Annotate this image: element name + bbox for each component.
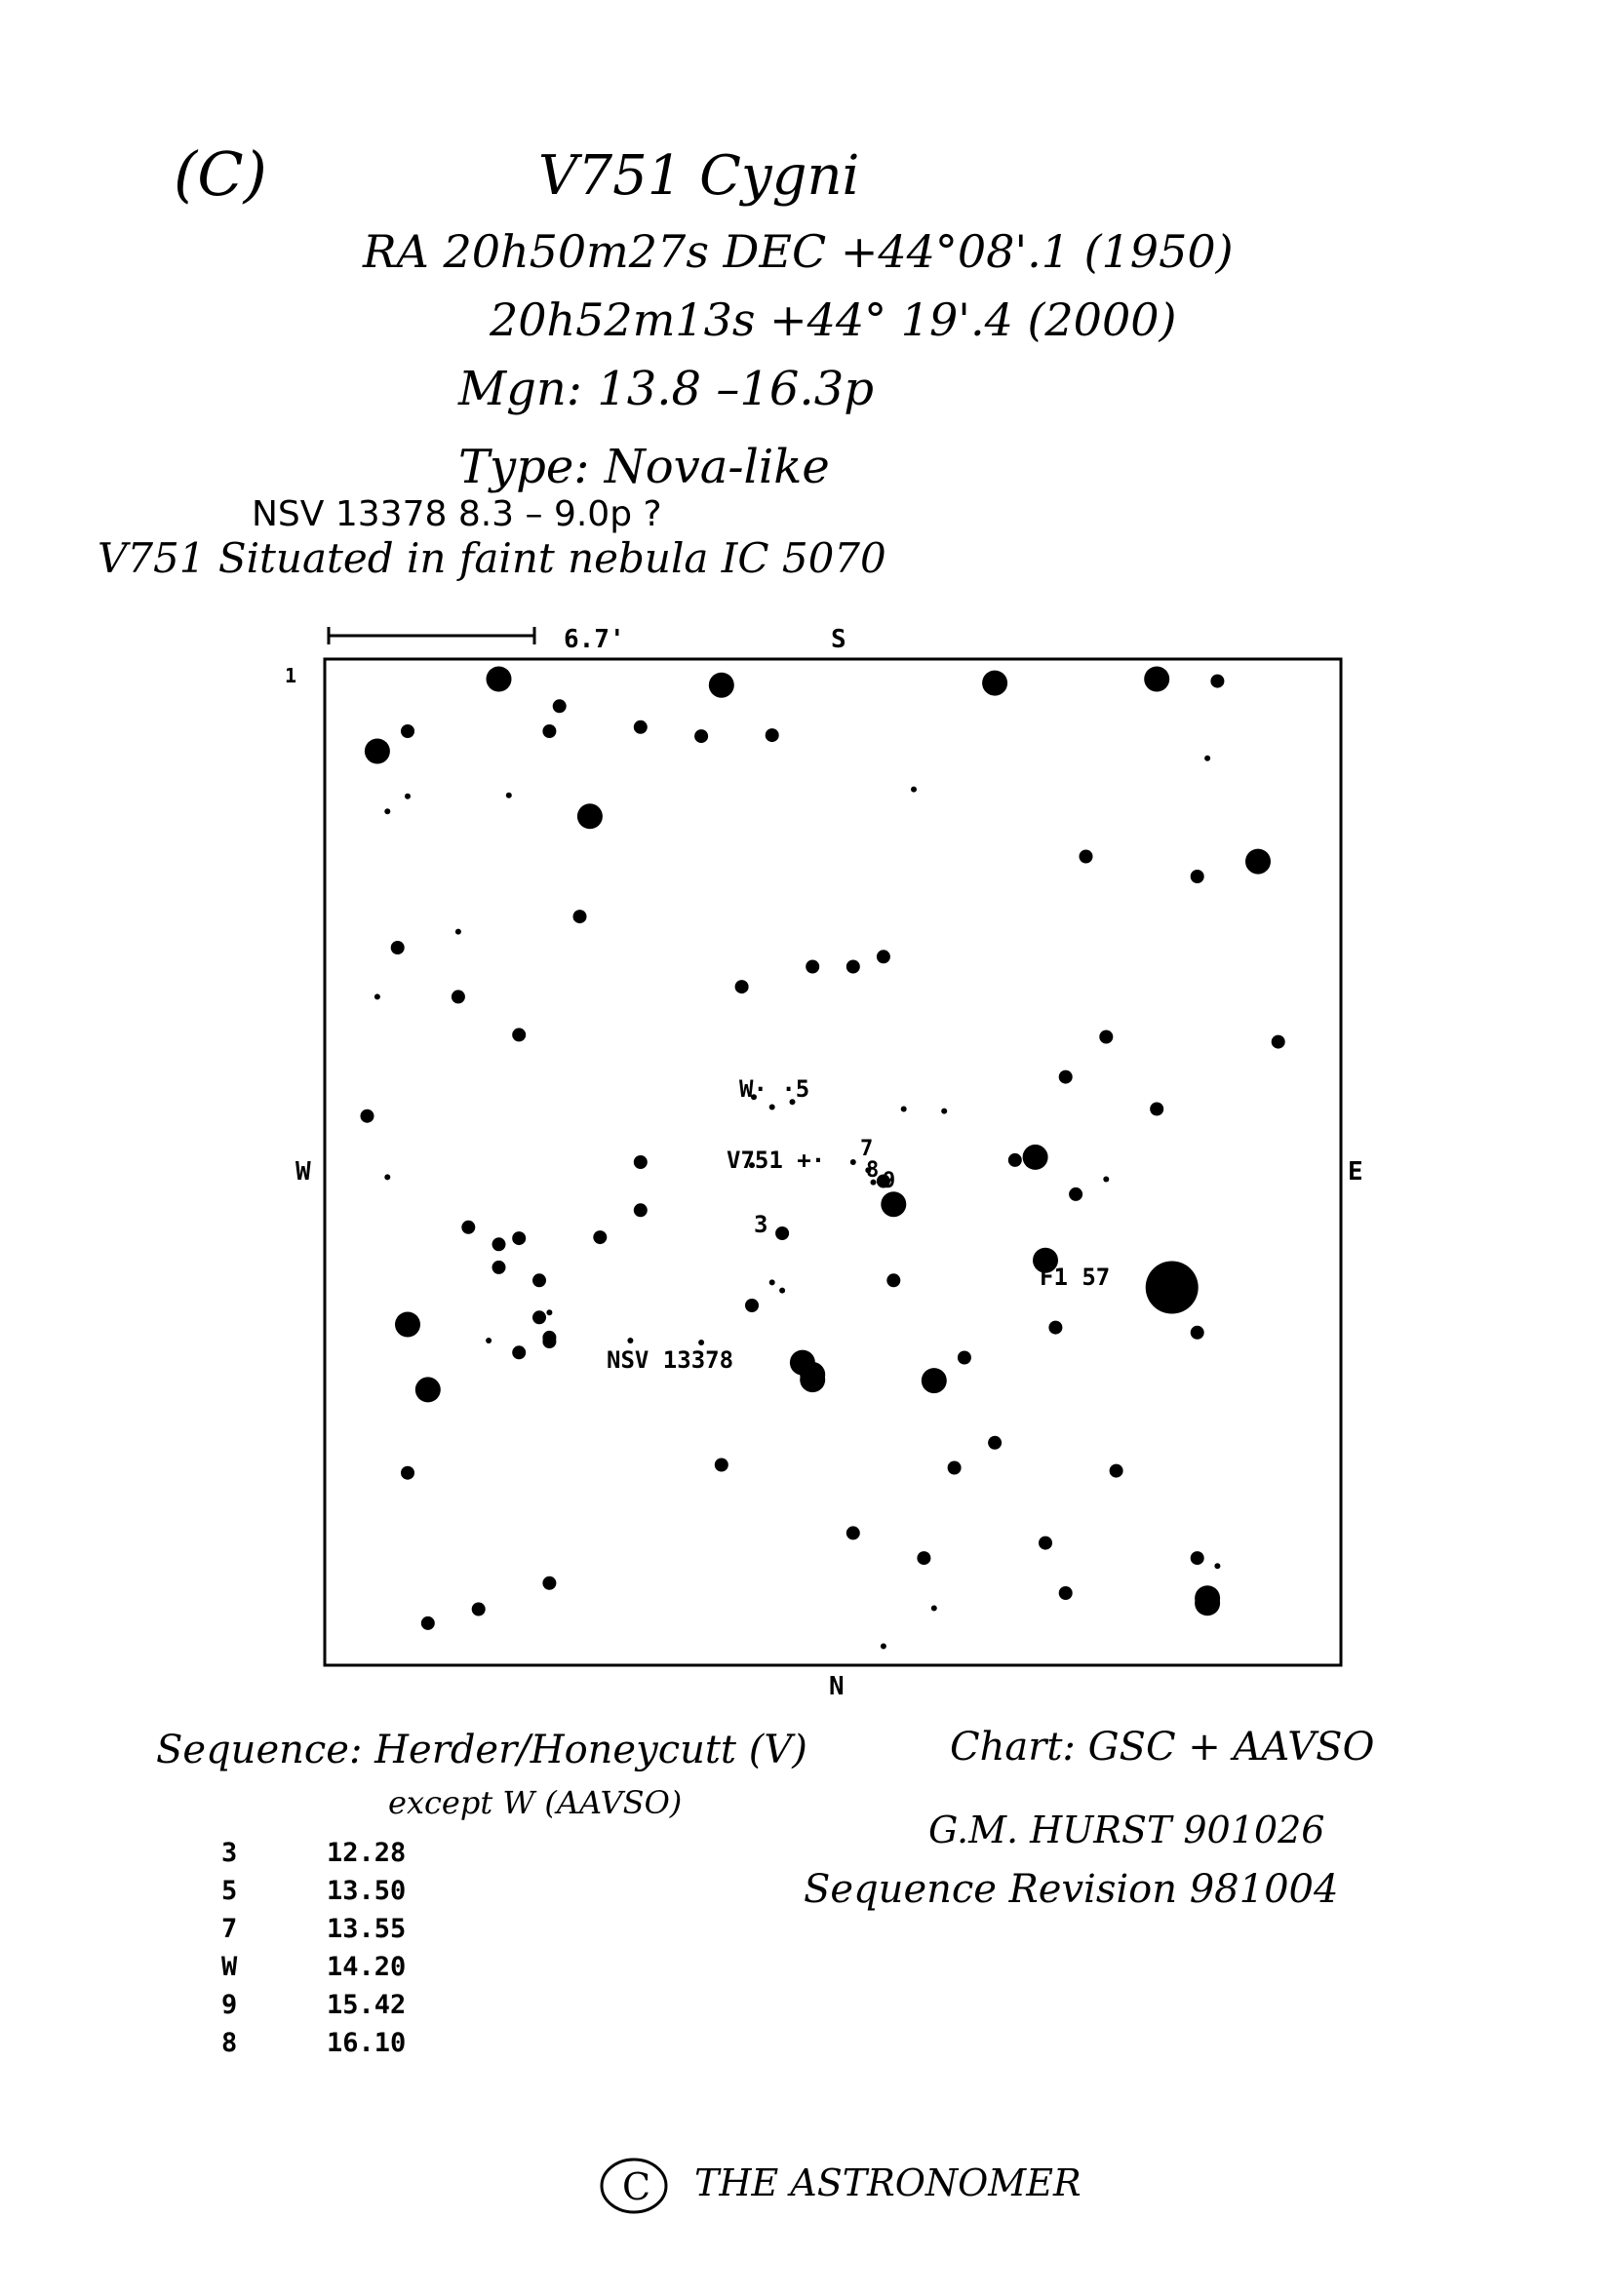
labelled-stars-layer xyxy=(751,1094,1199,1392)
label-fi57: F1 57 xyxy=(1040,1264,1111,1291)
label-seq-3: 3 xyxy=(754,1211,768,1238)
star xyxy=(472,1603,486,1616)
sequence-label: W xyxy=(221,1952,238,1982)
faint-star xyxy=(374,993,380,999)
star xyxy=(922,1368,947,1393)
faint-star xyxy=(1214,1563,1220,1569)
star xyxy=(1272,1035,1285,1049)
star xyxy=(982,671,1007,696)
star xyxy=(806,960,819,974)
magnitude-range: Mgn: 13.8 –16.3p xyxy=(458,362,874,416)
star xyxy=(415,1377,441,1402)
star xyxy=(694,729,708,743)
star xyxy=(846,1526,860,1539)
star xyxy=(1150,1103,1163,1116)
faint-star xyxy=(769,1105,775,1110)
faint-star xyxy=(941,1109,947,1114)
faint-star xyxy=(405,794,411,799)
sequence-row xyxy=(0,1990,407,2029)
star xyxy=(709,673,734,698)
nebula-note: V751 Situated in faint nebula IC 5070 xyxy=(98,534,886,582)
star xyxy=(1210,675,1224,688)
star xyxy=(1023,1145,1048,1170)
star xyxy=(1048,1321,1062,1335)
faint-star xyxy=(486,1338,492,1343)
star xyxy=(1059,1586,1073,1600)
label-nsv13378: NSV 13378 xyxy=(607,1346,734,1374)
faint-star xyxy=(384,808,390,814)
star xyxy=(512,1345,526,1359)
star xyxy=(886,1273,900,1287)
star xyxy=(881,1191,906,1217)
star xyxy=(487,667,512,692)
star xyxy=(573,910,587,923)
faint-star xyxy=(698,1340,704,1345)
star xyxy=(532,1310,546,1324)
faint-stars-layer xyxy=(374,756,1221,1650)
coords-2000: 20h52m13s +44° 19'.4 (2000) xyxy=(490,293,1177,346)
faint-star xyxy=(931,1606,937,1612)
faint-star xyxy=(627,1338,633,1343)
star xyxy=(1080,850,1093,864)
star xyxy=(766,728,779,742)
direction-south: S xyxy=(831,625,846,654)
star xyxy=(577,803,603,829)
sequence-label: 8 xyxy=(221,2028,238,2058)
star xyxy=(461,1221,475,1234)
star xyxy=(1191,1551,1204,1565)
star xyxy=(917,1551,930,1565)
star xyxy=(401,1466,414,1480)
faint-star xyxy=(1103,1177,1109,1183)
star xyxy=(988,1436,1002,1450)
star xyxy=(1099,1031,1113,1044)
faint-star xyxy=(455,929,461,935)
sequence-magnitude: 15.42 xyxy=(327,1990,407,2020)
star xyxy=(634,1155,648,1169)
star xyxy=(715,1459,728,1472)
direction-west: W xyxy=(295,1157,311,1187)
star xyxy=(365,739,390,764)
copyright-icon xyxy=(597,2153,675,2221)
scale-label: 6.7' xyxy=(564,625,625,654)
star xyxy=(1059,1070,1073,1084)
sequence-except: except W (AAVSO) xyxy=(388,1784,683,1821)
sequence-label: 9 xyxy=(221,1990,238,2020)
star xyxy=(1144,667,1169,692)
sequence-label: 7 xyxy=(221,1914,238,1944)
star xyxy=(634,1203,648,1217)
faint-star xyxy=(1204,756,1210,761)
sequence-magnitude: 16.10 xyxy=(327,2028,407,2058)
variable-type: Type: Nova-like xyxy=(458,440,830,494)
label-seq-7: 7 xyxy=(860,1137,874,1161)
star xyxy=(532,1273,546,1287)
sequence-title: Sequence: Herder/Honeycutt (V) xyxy=(156,1728,807,1772)
faint-star xyxy=(769,1279,775,1285)
label-w5: W· ·5 xyxy=(739,1075,810,1103)
star xyxy=(948,1461,962,1475)
copyright-symbol: C xyxy=(622,2165,651,2208)
coords-1950: RA 20h50m27s DEC +44°08'.1 (1950) xyxy=(363,225,1234,278)
star xyxy=(361,1109,374,1123)
corner-mark: 1 xyxy=(285,664,297,687)
label-seq-8: 8 xyxy=(866,1158,880,1183)
star xyxy=(1069,1187,1082,1201)
star xyxy=(958,1351,971,1365)
labelled-star xyxy=(1146,1262,1199,1314)
faint-star xyxy=(779,1288,785,1294)
label-v751: V751 +· xyxy=(727,1147,826,1174)
star xyxy=(877,950,890,963)
star xyxy=(1195,1585,1220,1611)
star xyxy=(492,1261,506,1274)
sequence-magnitude: 13.50 xyxy=(327,1876,407,1906)
star xyxy=(1039,1537,1052,1550)
star xyxy=(452,990,465,1003)
star xyxy=(395,1312,420,1338)
star xyxy=(391,941,405,954)
chart-label: (C) xyxy=(174,138,267,210)
faint-star xyxy=(384,1174,390,1180)
labelled-star xyxy=(775,1226,789,1240)
star xyxy=(634,720,648,734)
star xyxy=(1245,849,1271,875)
sequence-label: 3 xyxy=(221,1838,238,1868)
star xyxy=(542,1576,556,1590)
sequence-row xyxy=(0,1952,407,1991)
star xyxy=(492,1237,506,1251)
sequence-revision: Sequence Revision 981004 xyxy=(804,1867,1339,1912)
star xyxy=(553,699,567,713)
faint-star xyxy=(911,787,917,793)
sequence-magnitude: 12.28 xyxy=(327,1838,407,1868)
sequence-magnitude: 14.20 xyxy=(327,1952,407,1982)
label-seq-9: 9 xyxy=(883,1169,896,1193)
chart-source: Chart: GSC + AAVSO xyxy=(950,1725,1375,1770)
faint-star xyxy=(506,793,512,798)
star xyxy=(512,1028,526,1041)
star xyxy=(745,1299,759,1312)
labelled-star xyxy=(850,1159,856,1165)
star xyxy=(542,1335,556,1348)
sequence-row xyxy=(0,2028,407,2067)
star xyxy=(1191,1326,1204,1340)
star xyxy=(401,724,414,738)
star xyxy=(1191,870,1204,883)
faint-star xyxy=(881,1644,886,1650)
star xyxy=(1110,1464,1123,1478)
sequence-label: 5 xyxy=(221,1876,238,1906)
faint-star xyxy=(901,1107,907,1112)
direction-north: N xyxy=(829,1672,845,1701)
faint-star xyxy=(546,1309,552,1315)
sequence-row xyxy=(0,1876,407,1915)
star xyxy=(735,980,749,993)
sequence-magnitude: 13.55 xyxy=(327,1914,407,1944)
sequence-row xyxy=(0,1838,407,1877)
star xyxy=(593,1230,607,1244)
sequence-row xyxy=(0,1914,407,1953)
labelled-star xyxy=(800,1367,825,1392)
chart-frame xyxy=(325,659,1341,1665)
star xyxy=(542,724,556,738)
star xyxy=(512,1231,526,1245)
direction-east: E xyxy=(1348,1157,1363,1187)
star xyxy=(1008,1153,1022,1167)
star xyxy=(846,960,860,974)
star-name: V751 Cygni xyxy=(538,144,860,208)
nsv-note: NSV 13378 8.3 – 9.0p ? xyxy=(252,494,662,534)
author-date: G.M. HURST 901026 xyxy=(928,1809,1325,1851)
copyright-text: THE ASTRONOMER xyxy=(694,2161,1082,2204)
star xyxy=(421,1616,435,1630)
